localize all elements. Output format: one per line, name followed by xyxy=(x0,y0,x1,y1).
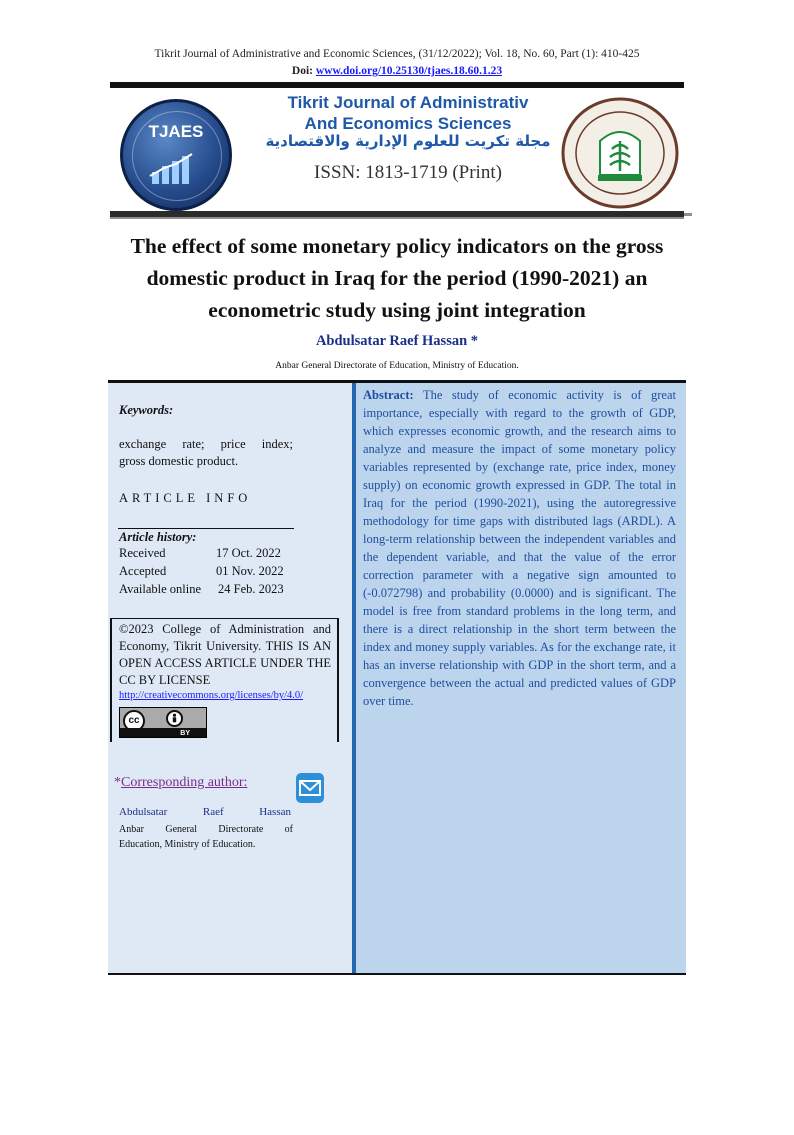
citation-line: Tikrit Journal of Administrative and Economic Sciences, (31/12/2022); Vol. 18, No. 60, Part (1): 410-425 xyxy=(154,48,640,60)
journal-name-english xyxy=(258,92,558,134)
doi-link[interactable]: www.doi.org/10.25130/tjaes.18.60.1.23 xyxy=(315,65,503,77)
history-label: Article history: xyxy=(119,530,197,544)
abstract-label: Abstract: xyxy=(363,388,414,402)
article-info-heading: ARTICLE INFO xyxy=(119,491,252,505)
history-accepted-label: Accepted xyxy=(119,564,167,578)
corresponding-star: * xyxy=(114,775,121,790)
article-affiliation: Anbar General Directorate of Education, Ministry of Education. xyxy=(275,361,519,371)
journal-name-arabic: مجلة تكريت للعلوم الإدارية والاقتصادية xyxy=(265,132,551,150)
cc-badge-by: BY xyxy=(180,730,190,737)
corresponding-author-name: Abdulsatar Raef Hassan xyxy=(119,806,291,818)
license-text: ©2023 College of Administration and Economy, Tikrit University. THIS IS AN OPEN ACCESS ARTICLE UNDER THE CC BY LICENSE xyxy=(119,622,331,687)
attribution-icon xyxy=(166,710,183,727)
corresponding-author-affiliation xyxy=(119,822,293,852)
cc-by-badge[interactable] xyxy=(119,707,207,738)
history-online-label: Available online xyxy=(119,582,202,596)
article-title: The effect of some monetary policy indicators on the gross domestic product in Iraq for the period (1990-2021) an econometric study using joint integration xyxy=(130,234,664,322)
banner-tail xyxy=(684,213,692,216)
corresponding-aff-line1: Anbar General Directorate of xyxy=(119,824,293,835)
history-online-value: 24 Feb. 2023 xyxy=(218,582,284,596)
banner-bottom-rule xyxy=(110,211,684,217)
cc-badge-strip xyxy=(120,728,206,737)
mail-icon[interactable] xyxy=(296,773,324,803)
journal-name-line1: Tikrit Journal of Administrativ xyxy=(287,93,529,112)
article-author: Abdulsatar Raef Hassan * xyxy=(315,333,479,349)
history-received-label: Received xyxy=(119,546,166,560)
doi-line xyxy=(0,65,794,77)
corresponding-label[interactable]: Corresponding author: xyxy=(121,775,248,790)
issn: ISSN: 1813-1719 (Print) xyxy=(314,162,502,183)
corresponding-author-label xyxy=(114,775,247,791)
history-received-value: 17 Oct. 2022 xyxy=(216,546,281,560)
journal-name-line2: And Economics Sciences xyxy=(304,114,512,133)
bar-chart-icon xyxy=(146,150,206,186)
tjaes-logo-text: TJAES xyxy=(148,122,204,141)
license-link[interactable]: http://creativecommons.org/licenses/by/4.0/ xyxy=(119,690,304,701)
keywords-line2: gross domestic product. xyxy=(119,454,239,468)
corresponding-aff-line2: Education, Ministry of Education. xyxy=(119,839,256,850)
panel-bottom-rule xyxy=(108,973,686,975)
history-rule xyxy=(118,528,294,529)
banner-top-rule xyxy=(110,82,684,88)
college-seal-icon xyxy=(560,97,681,210)
doi-label: Doi: xyxy=(291,65,313,77)
keywords-text xyxy=(119,436,293,470)
keywords-label: Keywords: xyxy=(119,403,174,417)
keywords-line1: exchange rate; price index; xyxy=(119,437,293,451)
abstract-text xyxy=(363,386,676,710)
abstract-body: The study of economic activity is of great importance, especially with regard to the growth of GDP, which expresses economic growth, and the research aims to analyze and measure the impact of some monetary policy variables represented by (exchange rate, price index, money supply) on economic growth expressed in GDP. The total in Iraq for the period (1990-2021), using the autoregressive methodology for time gaps with distributed lags (ARDL). A long-term relationship between the independent variables and the dependent variable, and that the value of the error correction parameter with a negative sign amounted to (-0.072798) and probability (0.0000) and is significant. The model is free from standard problems in the long term, and there is a direct relationship in the short term between the index and money supply variables. As for the exchange rate, it has an inverse relationship with GDP in the short term, and a convergence between the actual and predicted values of GDP over time. xyxy=(363,388,676,708)
history-accepted-value: 01 Nov. 2022 xyxy=(216,564,284,578)
cc-icon: cc xyxy=(123,710,145,732)
